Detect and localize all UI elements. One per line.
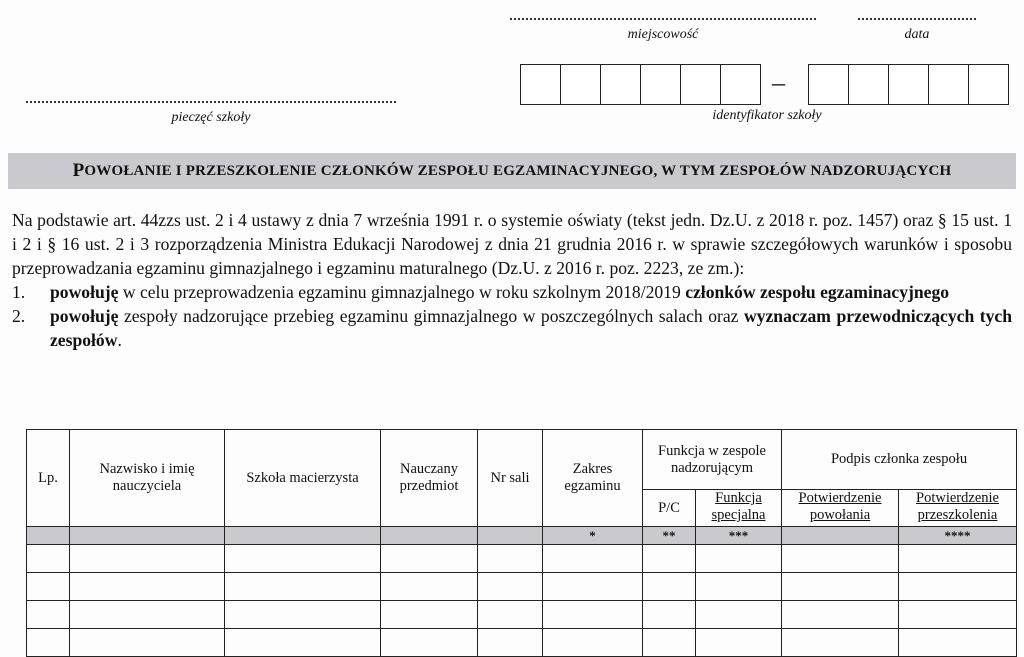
table-cell[interactable]	[899, 545, 1017, 573]
table-cell[interactable]	[782, 545, 899, 573]
table-cell[interactable]	[381, 629, 478, 657]
table-cell[interactable]	[782, 629, 899, 657]
header-name: Nazwisko i imię nauczyciela	[70, 430, 225, 527]
school-id-cell[interactable]	[968, 64, 1009, 105]
header-function: Funkcja w zespole nadzorującym	[643, 430, 782, 490]
mark-cell: *	[543, 527, 643, 545]
table-cell[interactable]	[225, 545, 381, 573]
item-bold: powołuję	[50, 306, 119, 326]
header-signature: Podpis członka zespołu	[782, 430, 1017, 490]
date-line[interactable]	[858, 18, 976, 20]
date-caption: data	[904, 27, 930, 42]
header-school: Szkoła macierzysta	[225, 430, 381, 527]
mark-cell	[381, 527, 478, 545]
item-end: .	[117, 330, 122, 350]
title-first-letter: P	[72, 160, 85, 181]
table-cell[interactable]	[899, 629, 1017, 657]
table-row	[27, 601, 1017, 629]
mark-cell: ****	[899, 527, 1017, 545]
decision-item-1	[12, 280, 1012, 304]
item-text: w celu przeprowadzenia egzaminu gimnazjalnego w roku szkolnym 2018/2019	[118, 282, 686, 302]
table-cell[interactable]	[70, 629, 225, 657]
table-cell[interactable]	[696, 573, 782, 601]
table-cell[interactable]	[478, 601, 543, 629]
mark-cell	[782, 527, 899, 545]
table-cell[interactable]	[225, 573, 381, 601]
body-text	[12, 208, 1012, 352]
school-id-cell[interactable]	[888, 64, 928, 105]
header-subject: Nauczany przedmiot	[381, 430, 478, 527]
mark-cell	[70, 527, 225, 545]
mark-cell	[225, 527, 381, 545]
table-cell[interactable]	[70, 601, 225, 629]
table-cell[interactable]	[70, 573, 225, 601]
table-cell[interactable]	[782, 573, 899, 601]
title-rest: OWOŁANIE I PRZESZKOLENIE CZŁONKÓW ZESPOŁU EGZAMINACYJNEGO, W TYM ZESPOŁÓW NADZORUJĄCYCH	[84, 162, 952, 179]
item-number: 2.	[12, 306, 26, 326]
table-cell[interactable]	[899, 601, 1017, 629]
mark-cell: **	[643, 527, 696, 545]
table-cell[interactable]	[225, 629, 381, 657]
decision-item-2	[12, 304, 1012, 352]
school-id-cell[interactable]	[520, 64, 560, 105]
footnote-marks-row	[27, 527, 1017, 545]
table-row	[27, 573, 1017, 601]
table-cell[interactable]	[696, 629, 782, 657]
table-cell[interactable]	[782, 601, 899, 629]
header-confirm-appoint: Potwierdzenie powołania	[782, 490, 899, 527]
table-cell[interactable]	[27, 573, 70, 601]
header-special: Funkcja specjalna	[696, 490, 782, 527]
item-text: zespoły nadzorujące przebieg egzaminu gimnazjalnego w poszczególnych salach oraz	[118, 306, 744, 326]
school-id-cell[interactable]	[848, 64, 888, 105]
mark-cell: ***	[696, 527, 782, 545]
school-id-caption: identyfikator szkoły	[712, 108, 822, 123]
table-cell[interactable]	[27, 545, 70, 573]
item-bold: wyznaczam przewodniczących tych zespołów	[50, 306, 1013, 350]
table-cell[interactable]	[543, 573, 643, 601]
table-cell[interactable]	[381, 601, 478, 629]
school-id-boxes-right	[808, 64, 1009, 105]
header-confirm-training: Potwierdzenie przeszkolenia	[899, 490, 1017, 527]
table-cell[interactable]	[643, 573, 696, 601]
place-line[interactable]	[510, 18, 816, 20]
school-id-cell[interactable]	[720, 64, 761, 105]
stamp-caption: pieczęć szkoły	[171, 110, 251, 125]
table-cell[interactable]	[643, 601, 696, 629]
table-row	[27, 545, 1017, 573]
school-id-cell[interactable]	[680, 64, 720, 105]
table-cell[interactable]	[643, 545, 696, 573]
table-cell[interactable]	[478, 629, 543, 657]
table-cell[interactable]	[478, 545, 543, 573]
header-lp: Lp.	[27, 430, 70, 527]
school-id-cell[interactable]	[640, 64, 680, 105]
school-id-cell[interactable]	[808, 64, 848, 105]
table-cell[interactable]	[543, 545, 643, 573]
table-cell[interactable]	[27, 601, 70, 629]
stamp-line	[26, 101, 396, 103]
table-cell[interactable]	[225, 601, 381, 629]
table-cell[interactable]	[643, 629, 696, 657]
table-cell[interactable]	[696, 601, 782, 629]
document-title	[8, 153, 1016, 189]
table-cell[interactable]	[696, 545, 782, 573]
members-table	[26, 429, 1017, 657]
decision-list	[12, 280, 1012, 352]
header-room: Nr sali	[478, 430, 543, 527]
mark-cell	[27, 527, 70, 545]
school-id-cell[interactable]	[928, 64, 968, 105]
table-cell[interactable]	[543, 629, 643, 657]
item-bold: członków zespołu egzaminacyjnego	[685, 282, 950, 302]
place-caption: miejscowość	[627, 27, 699, 42]
table-cell[interactable]	[381, 573, 478, 601]
school-id-dash: –	[772, 68, 785, 97]
table-cell[interactable]	[899, 573, 1017, 601]
table-cell[interactable]	[543, 601, 643, 629]
table-cell[interactable]	[27, 629, 70, 657]
table-cell[interactable]	[381, 545, 478, 573]
header-scope: Zakres egzaminu	[543, 430, 643, 527]
mark-cell	[478, 527, 543, 545]
item-number: 1.	[12, 282, 26, 302]
table-cell[interactable]	[478, 573, 543, 601]
table-cell[interactable]	[70, 545, 225, 573]
item-bold: powołuję	[50, 282, 119, 302]
table-row	[27, 629, 1017, 657]
school-id-boxes-left	[520, 64, 761, 105]
intro-paragraph: Na podstawie art. 44zzs ust. 2 i 4 ustawy z dnia 7 września 1991 r. o systemie oświaty (tekst jedn. Dz.U. z 2018 r. poz. 1457) oraz § 15 ust. 1 i 2 i § 16 ust. 2 i 3 rozporządzenia Ministra Edukacji Narodowej z dnia 21 grudnia 2016 r. w sprawie szczegółowych warunków i sposobu przeprowadzania egzaminu gimnazjalnego i egzaminu maturalnego (Dz.U. z 2016 r. poz. 2223, ze zm.):	[12, 210, 1012, 278]
school-id-cell[interactable]	[560, 64, 600, 105]
school-id-cell[interactable]	[600, 64, 640, 105]
header-pc: P/C	[643, 490, 696, 527]
